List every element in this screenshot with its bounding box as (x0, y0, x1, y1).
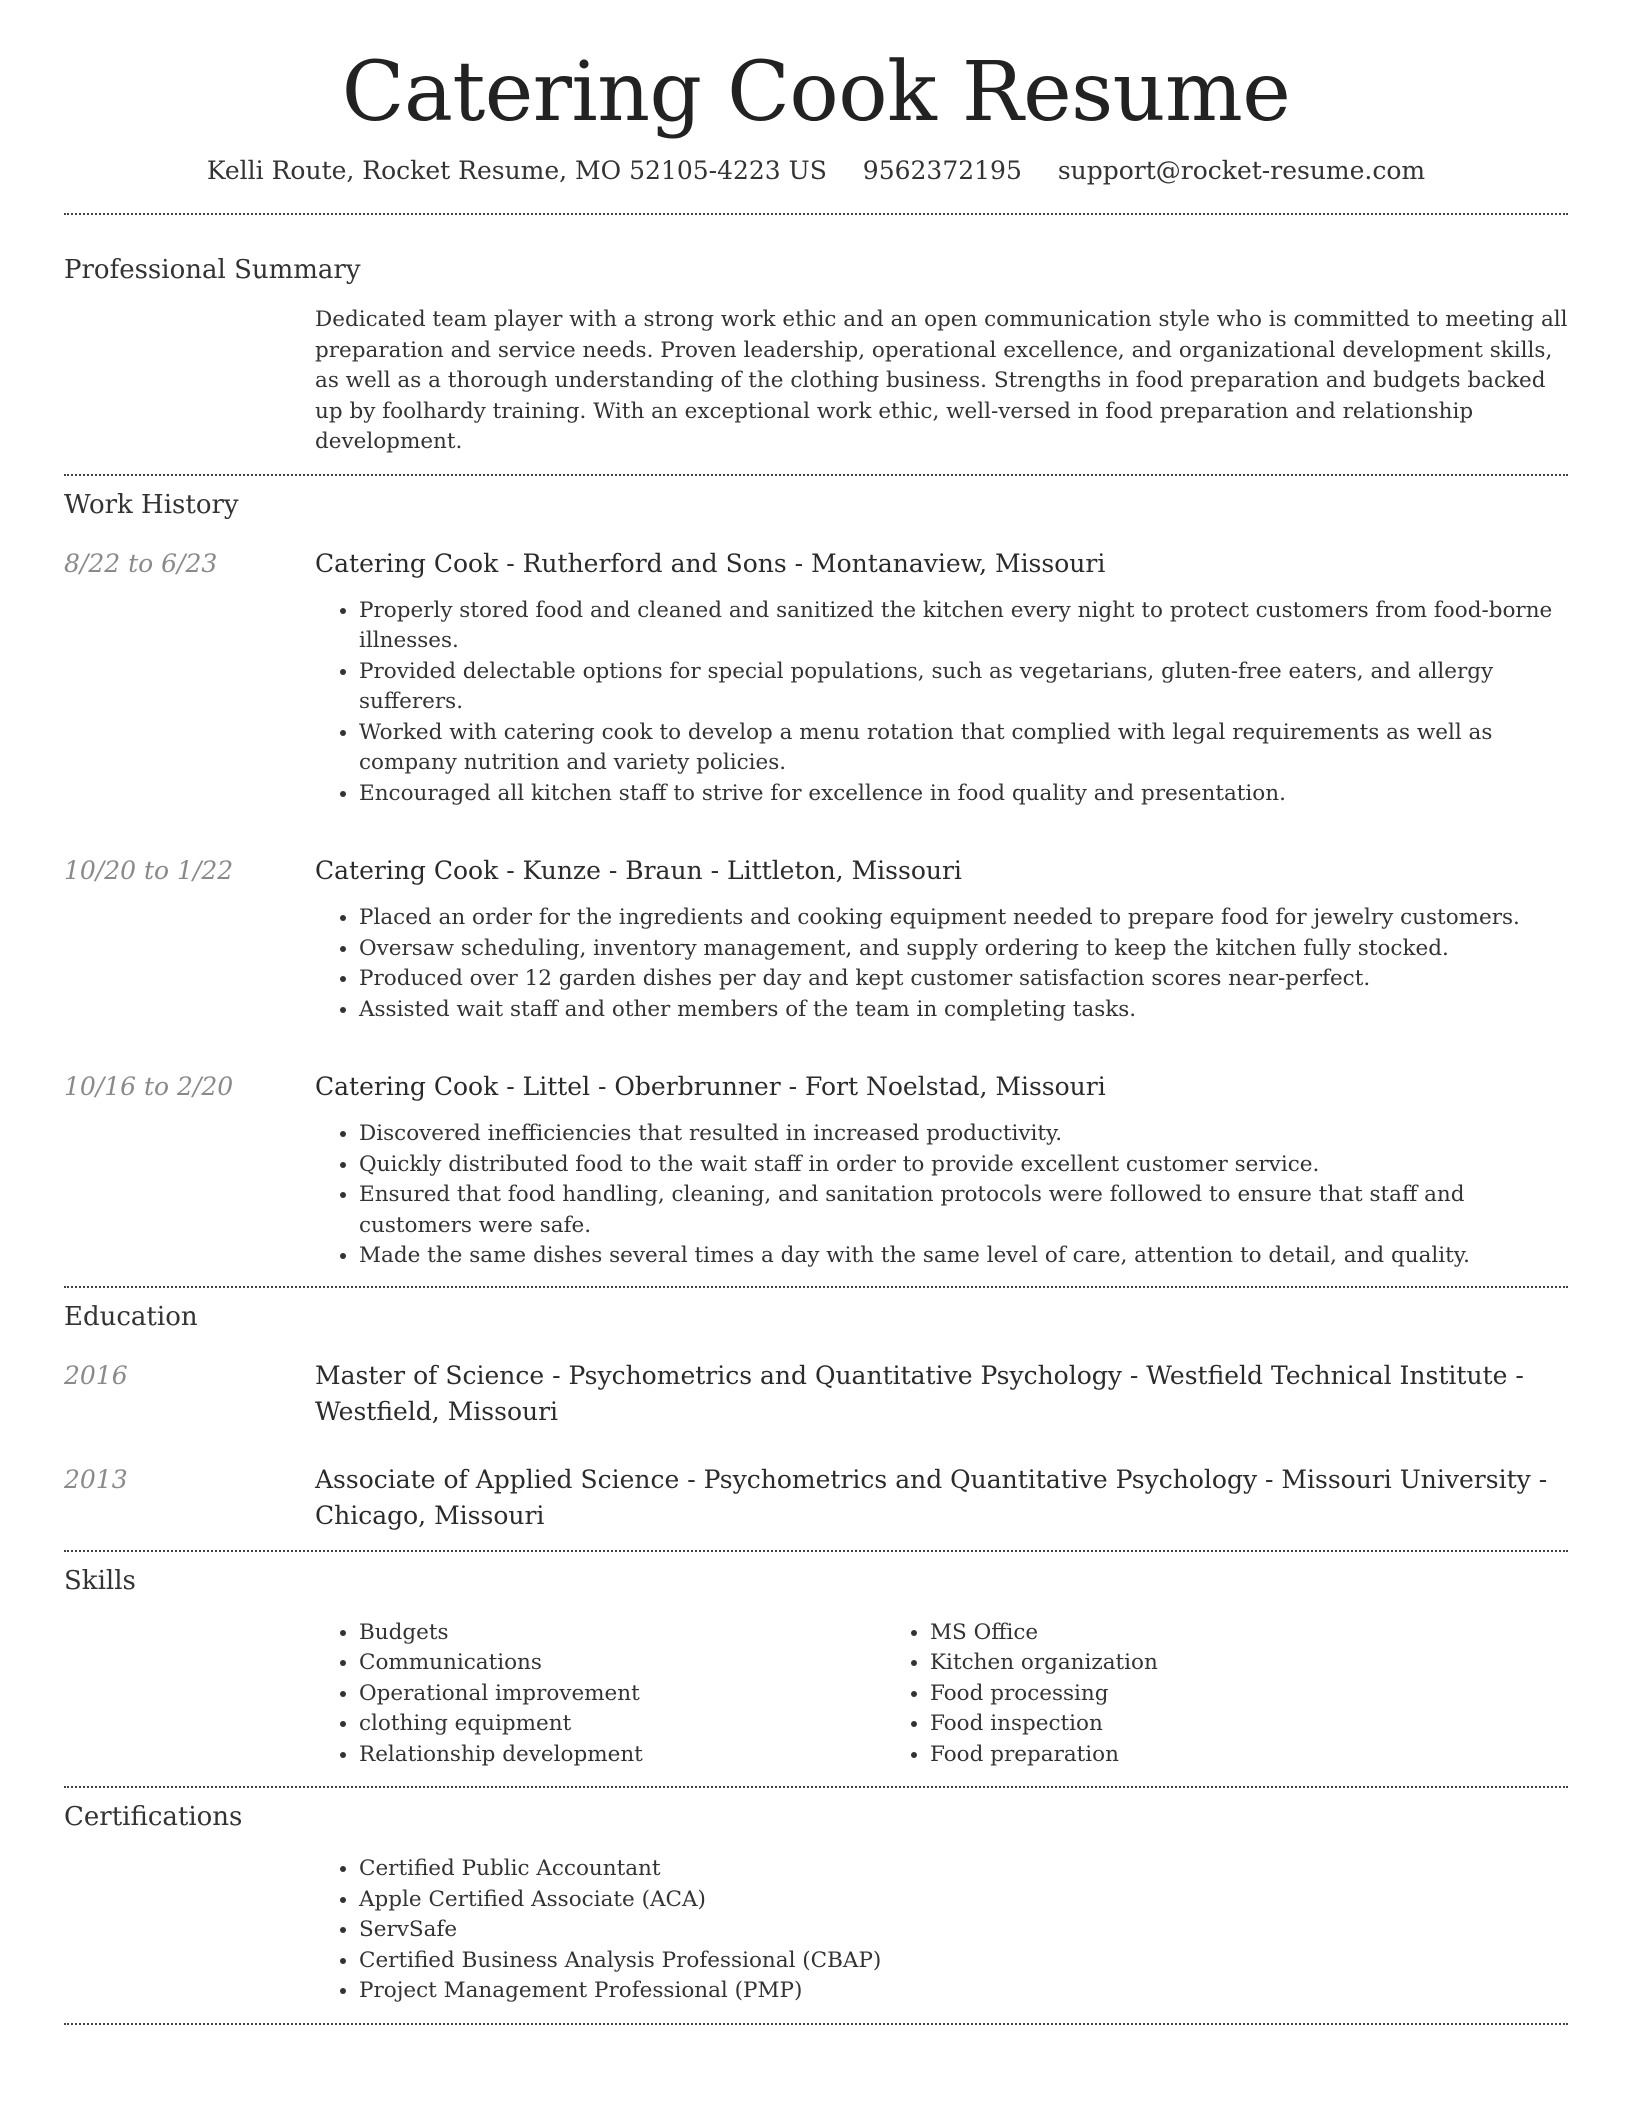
education-entry (64, 1462, 1568, 1534)
contact-line (64, 156, 1568, 185)
list-item: • Relationship development (359, 1740, 886, 1771)
list-item: • Operational improvement (359, 1679, 886, 1710)
professional-summary-section (64, 255, 1568, 458)
contact-address: Kelli Route, Rocket Resume, MO 52105-4223 US (206, 156, 827, 186)
education-section (64, 1288, 1568, 1534)
list-item: • Discovered inefficiencies that resulted in increased productivity. (359, 1119, 1568, 1150)
job-title: Catering Cook - Kunze - Braun - Littleton, Missouri (315, 856, 962, 886)
list-item: • Apple Certified Associate (ACA) (359, 1885, 1568, 1916)
list-item: • MS Office (930, 1618, 1457, 1649)
certifications-bullets (315, 1854, 1568, 2007)
list-item: • Quickly distributed food to the wait staff in order to provide excellent customer service. (359, 1150, 1568, 1181)
section-heading: Certifications (64, 1802, 243, 1833)
list-item: • Communications (359, 1648, 886, 1679)
list-item: • ServSafe (359, 1915, 1568, 1946)
list-item: • Certified Business Analysis Professional (CBAP) (359, 1946, 1568, 1977)
list-item: • Provided delectable options for special populations, such as vegetarians, gluten-free eaters, and allergy sufferers. (359, 657, 1568, 718)
summary-text: Dedicated team player with a strong work ethic and an open communication style who is committed to meeting all preparation and service needs. Proven leadership, operational excellence, and organizational development skills, as well as a thorough understanding of the clothing business. Strengths in food preparation and budgets backed up by foolhardy training. With an exceptional work ethic, well-versed in food preparation and relationship development. (315, 307, 1568, 455)
list-item: • Ensured that food handling, cleaning, and sanitation protocols were followed to ensure that staff and customers were safe. (359, 1180, 1568, 1241)
skills-grid (315, 1618, 1568, 1771)
section-heading: Skills (64, 1565, 136, 1596)
job-bullets (315, 903, 1568, 1025)
list-item: • Placed an order for the ingredients and cooking equipment needed to prepare food for jewelry customers. (359, 903, 1568, 934)
list-item: • Worked with catering cook to develop a menu rotation that complied with legal requirements as well as company nutrition and variety policies. (359, 718, 1568, 779)
skills-list-left (315, 1618, 886, 1771)
job-title: Catering Cook - Littel - Oberbrunner - Fort Noelstad, Missouri (315, 1072, 1106, 1102)
list-item: • Encouraged all kitchen staff to strive for excellence in food quality and presentation. (359, 779, 1568, 810)
list-item: • Food processing (930, 1679, 1457, 1710)
section-heading: Professional Summary (64, 255, 361, 286)
contact-phone: 9562372195 (862, 156, 1022, 186)
list-item: • Kitchen organization (930, 1648, 1457, 1679)
certifications-section (64, 1788, 1568, 2007)
skills-list-right (886, 1618, 1457, 1771)
education-year: 2013 (64, 1464, 128, 1494)
job-bullets (315, 596, 1568, 810)
job-entry (64, 546, 1568, 810)
list-item: • Food inspection (930, 1709, 1457, 1740)
list-item: • Assisted wait staff and other members of the team in completing tasks. (359, 995, 1568, 1026)
work-history-section (64, 476, 1568, 1286)
list-item: • Budgets (359, 1618, 886, 1649)
job-title: Catering Cook - Rutherford and Sons - Montanaview, Missouri (315, 548, 1106, 578)
list-item: • Made the same dishes several times a day with the same level of care, attention to detail, and quality. (359, 1241, 1568, 1272)
list-item: • Oversaw scheduling, inventory management, and supply ordering to keep the kitchen fully stocked. (359, 934, 1568, 965)
education-entry (64, 1358, 1568, 1430)
education-year: 2016 (64, 1360, 128, 1390)
job-dates: 8/22 to 6/23 (64, 548, 218, 578)
section-heading: Education (64, 1301, 198, 1332)
resume-header (64, 0, 1568, 185)
job-entry (64, 1069, 1568, 1286)
job-entry (64, 853, 1568, 1025)
list-item: • Produced over 12 garden dishes per day and kept customer satisfaction scores near-perfect. (359, 964, 1568, 995)
divider (64, 213, 1568, 215)
list-item: • clothing equipment (359, 1709, 886, 1740)
contact-email[interactable]: support@rocket-resume.com (1057, 156, 1426, 186)
list-item: • Properly stored food and cleaned and sanitized the kitchen every night to protect customers from food-borne illnesses. (359, 596, 1568, 657)
job-dates: 10/16 to 2/20 (64, 1072, 234, 1102)
job-bullets (315, 1119, 1568, 1272)
divider (64, 2023, 1568, 2025)
list-item: • Project Management Professional (PMP) (359, 1976, 1568, 2007)
section-heading: Work History (64, 489, 239, 520)
list-item: • Food preparation (930, 1740, 1457, 1771)
skills-section (64, 1552, 1568, 1771)
job-dates: 10/20 to 1/22 (64, 856, 234, 886)
education-title: Associate of Applied Science - Psychometrics and Quantitative Psychology - Missouri University - Chicago, Missouri (315, 1464, 1548, 1530)
list-item: • Certified Public Accountant (359, 1854, 1568, 1885)
certifications-list (315, 1854, 1568, 2007)
resume-title: Catering Cook Resume (341, 45, 1291, 140)
education-title: Master of Science - Psychometrics and Quantitative Psychology - Westfield Technical Institute - Westfield, Missouri (315, 1360, 1524, 1426)
